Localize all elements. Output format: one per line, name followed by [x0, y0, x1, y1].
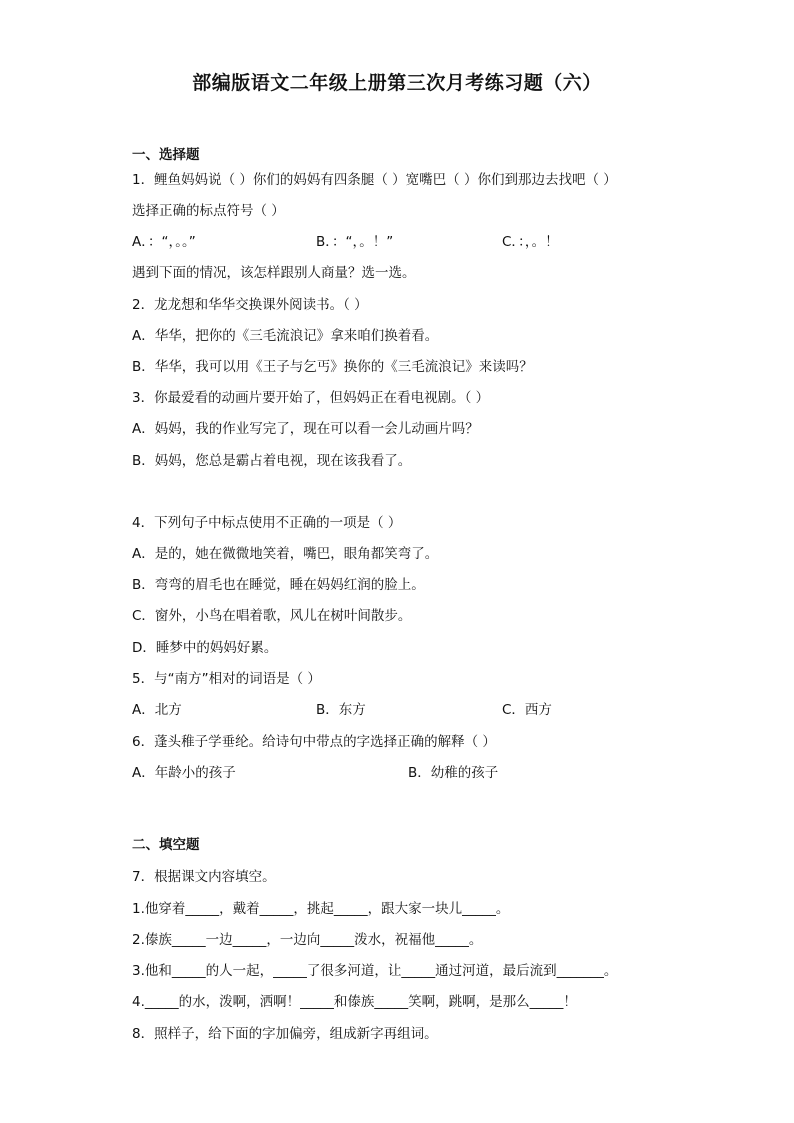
question-2-option-b: B．华华，我可以用《王子与乞丐》换你的《三毛流浪记》来读吗？	[132, 359, 533, 375]
question-5-option-a: A．北方	[132, 702, 182, 718]
instruction-text: 遇到下面的情况，该怎样跟别人商量？选一选。	[132, 265, 416, 281]
question-3: 3．你最爱看的动画片要开始了，但妈妈正在看电视剧。（ ）	[132, 390, 490, 406]
question-2: 2．龙龙想和华华交换课外阅读书。（ ）	[132, 297, 368, 313]
question-5-option-b: B．东方	[316, 702, 366, 718]
page-title: 部编版语文二年级上册第三次月考练习题（六）	[192, 72, 602, 94]
question-7: 7．根据课文内容填空。	[132, 869, 276, 885]
question-2-option-a: A．华华，把你的《三毛流浪记》拿来咱们换着看。	[132, 328, 439, 344]
question-4-option-d: D．睡梦中的妈妈好累。	[132, 640, 278, 656]
question-6-option-a: A．年龄小的孩子	[132, 765, 236, 781]
question-7-line-1: 1.他穿着_____，戴着_____，挑起_____，跟大家一块儿_____。	[132, 901, 510, 917]
section-heading-fill: 二、填空题	[132, 837, 200, 853]
question-7-line-3: 3.他和_____的人一起，_____了很多河道，让_____通过河道，最后流到_______。	[132, 963, 618, 979]
question-7-line-4: 4._____的水，泼啊，洒啊！_____和傣族_____笑啊，跳啊，是那么_____！	[132, 994, 577, 1010]
question-7-line-2: 2.傣族_____一边_____，一边向_____泼水，祝福他_____。	[132, 932, 483, 948]
question-6: 6．蓬头稚子学垂纶。给诗句中带点的字选择正确的解释（ ）	[132, 734, 496, 750]
question-4-option-b: B．弯弯的眉毛也在睡觉，睡在妈妈红润的脸上。	[132, 577, 425, 593]
question-3-option-a: A．妈妈，我的作业写完了，现在可以看一会儿动画片吗？	[132, 421, 479, 437]
question-6-option-b: B．幼稚的孩子	[408, 765, 499, 781]
question-3-option-b: B．妈妈，您总是霸占着电视，现在该我看了。	[132, 453, 412, 469]
question-5-option-c: C．西方	[502, 702, 552, 718]
question-4-option-a: A．是的，她在微微地笑着，嘴巴，眼角都笑弯了。	[132, 546, 439, 562]
question-1: 1．鲤鱼妈妈说（ ）你们的妈妈有四条腿（ ）宽嘴巴（ ）你们到那边去找吧（ ）	[132, 172, 617, 188]
question-8: 8．照样子，给下面的字加偏旁，组成新字再组词。	[132, 1026, 438, 1042]
question-4-option-c: C．窗外，小鸟在唱着歌，风儿在树叶间散步。	[132, 608, 412, 624]
question-4: 4．下列句子中标点使用不正确的一项是（ ）	[132, 515, 402, 531]
question-5: 5．与“南方”相对的词语是（ ）	[132, 671, 321, 687]
question-1-option-b: B．：“，。！”	[316, 234, 394, 250]
question-1-sub: 选择正确的标点符号（ ）	[132, 203, 285, 219]
section-heading-choice: 一、选择题	[132, 147, 200, 163]
question-1-option-c: C．：，。！	[502, 234, 559, 250]
question-1-option-a: A．：“，。。”	[132, 234, 196, 250]
